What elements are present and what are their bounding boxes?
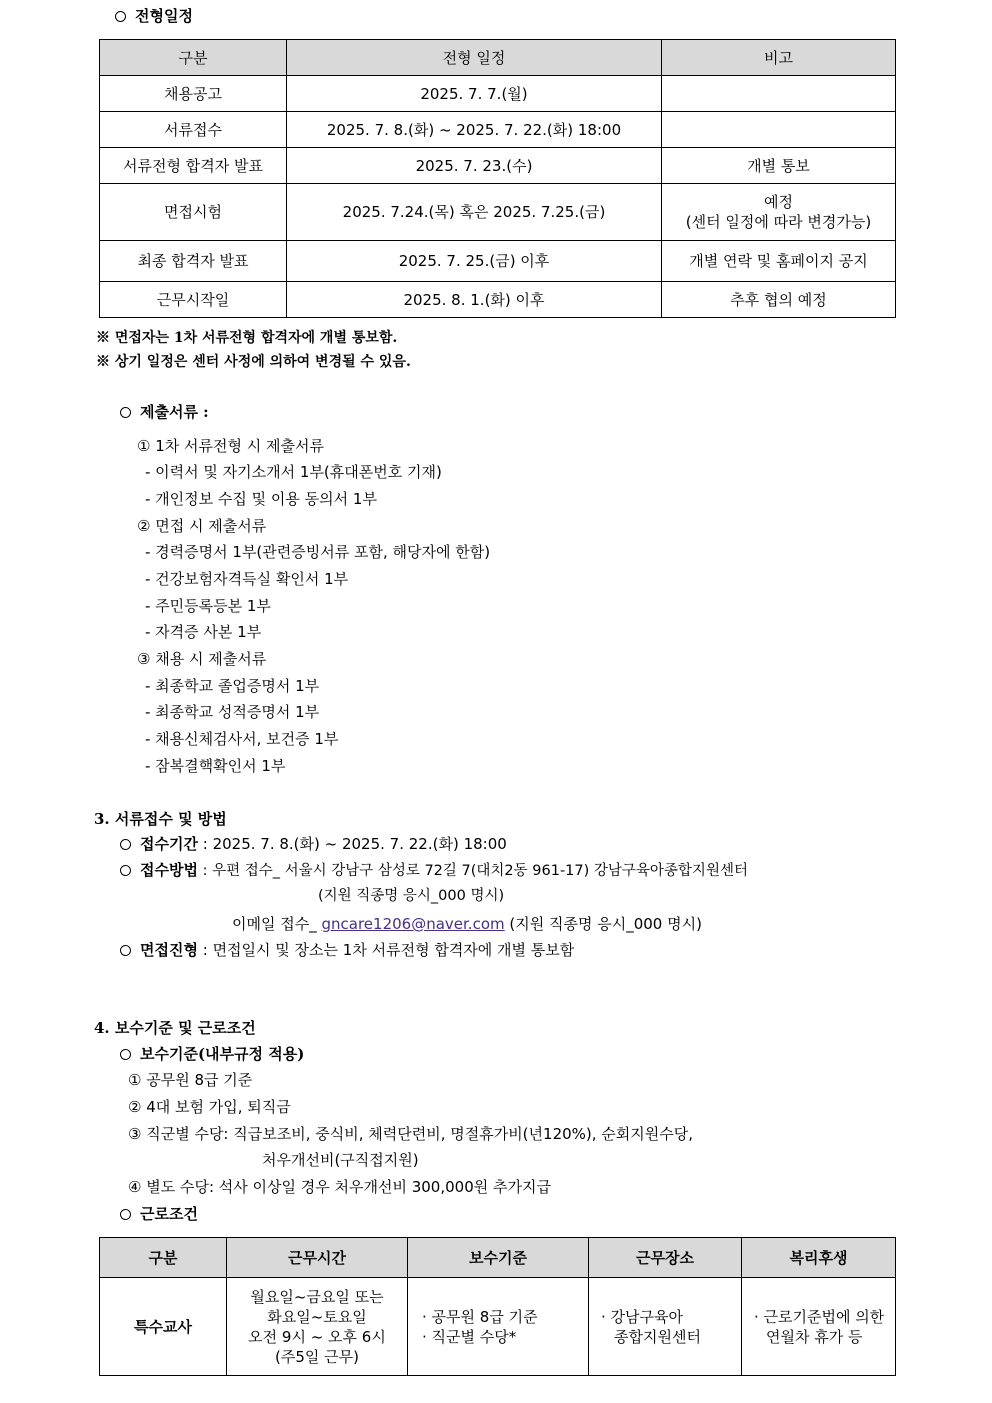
email-link[interactable]: gncare1206@naver.com xyxy=(321,915,505,933)
work-place xyxy=(589,1278,742,1376)
schedule-header-date: 전형 일정 xyxy=(287,40,662,76)
list-item: 처우개선비(구직접지원) xyxy=(262,1151,419,1169)
work-hours xyxy=(227,1278,408,1376)
schedule-cat: 근무시작일 xyxy=(100,282,287,318)
work-pay xyxy=(408,1278,589,1376)
schedule-note xyxy=(662,184,896,241)
method-value: : 우편 접수_ 서울시 강남구 삼성로 72길 7(대치2동 961-17) 강남구육아종합지원센터 xyxy=(202,863,748,879)
work-heading: 근로조건 xyxy=(120,1204,198,1224)
list-item: ③ 직군별 수당: 직급보조비, 중식비, 체력단련비, 명절휴가비(년120%), 순회지원수당, xyxy=(128,1125,694,1143)
schedule-date: 2025. 7.24.(목) 혹은 2025. 7.25.(금) xyxy=(287,184,662,241)
schedule-header-note: 비고 xyxy=(662,40,896,76)
work-welfare xyxy=(742,1278,896,1376)
section4-title: 4. 보수기준 및 근로조건 xyxy=(94,1019,256,1037)
schedule-date: 2025. 7. 25.(금) 이후 xyxy=(287,241,662,282)
work-header-cat: 구분 xyxy=(100,1238,227,1278)
schedule-date: 2025. 8. 1.(화) 이후 xyxy=(287,282,662,318)
circle-bullet-icon xyxy=(120,945,131,956)
work-place-line: 종합지원센터 xyxy=(614,1327,701,1346)
schedule-date: 2025. 7. 8.(화) ~ 2025. 7. 22.(화) 18:00 xyxy=(287,112,662,148)
schedule-note: 추후 협의 예정 xyxy=(662,282,896,318)
circle-bullet-icon xyxy=(115,11,126,22)
circle-bullet-icon xyxy=(120,839,131,850)
list-item: ④ 별도 수당: 석사 이상일 경우 처우개선비 300,000원 추가지급 xyxy=(128,1178,551,1196)
list-item: ③ 채용 시 제출서류 xyxy=(137,650,267,668)
schedule-date: 2025. 7. 23.(수) xyxy=(287,148,662,184)
table-row xyxy=(100,76,896,112)
work-header-hours: 근무시간 xyxy=(227,1238,408,1278)
circle-bullet-icon xyxy=(120,407,131,418)
section3-title: 3. 서류접수 및 방법 xyxy=(94,810,227,828)
schedule-header-row xyxy=(100,40,896,76)
work-header-welfare: 복리후생 xyxy=(742,1238,896,1278)
email-line xyxy=(232,914,702,934)
circle-bullet-icon xyxy=(120,865,131,876)
method-sub: (지원 직종명 응시_000 명시) xyxy=(318,888,505,904)
method-label: 접수방법 xyxy=(140,861,198,879)
schedule-cat: 면접시험 xyxy=(100,184,287,241)
schedule-cat: 최종 합격자 발표 xyxy=(100,241,287,282)
list-item: - 경력증명서 1부(관련증빙서류 포함, 해당자에 한함) xyxy=(145,543,491,561)
schedule-table xyxy=(99,39,896,318)
list-item: - 개인정보 수집 및 이용 동의서 1부 xyxy=(145,490,377,508)
interview-value: : 면접일시 및 장소는 1차 서류전형 합격자에 개별 통보함 xyxy=(202,941,575,959)
list-item: ① 1차 서류전형 시 제출서류 xyxy=(137,437,324,455)
method-line xyxy=(120,860,748,881)
work-header-row xyxy=(100,1238,896,1278)
list-item: - 채용신체검사서, 보건증 1부 xyxy=(145,730,339,748)
schedule-note-line: 예정 xyxy=(764,193,793,211)
table-row xyxy=(100,148,896,184)
period-line xyxy=(120,834,507,854)
period-value: : 2025. 7. 8.(화) ~ 2025. 7. 22.(화) 18:00 xyxy=(202,835,507,853)
list-item: - 건강보험자격득실 확인서 1부 xyxy=(145,570,349,588)
schedule-note-line: (센터 일정에 따라 변경가능) xyxy=(685,213,872,231)
table-row xyxy=(100,282,896,318)
list-item: - 자격증 사본 1부 xyxy=(145,623,262,641)
work-table xyxy=(99,1237,896,1376)
pay-heading: 보수기준(내부규정 적용) xyxy=(120,1044,304,1064)
schedule-note-2: ※ 상기 일정은 센터 사정에 의하여 변경될 수 있음. xyxy=(96,354,411,370)
schedule-cat: 서류전형 합격자 발표 xyxy=(100,148,287,184)
interview-label: 면접진형 xyxy=(140,941,198,959)
schedule-note-1: ※ 면접자는 1차 서류전형 합격자에 개별 통보함. xyxy=(96,330,398,346)
schedule-note: 개별 통보 xyxy=(662,148,896,184)
table-row xyxy=(100,241,896,282)
schedule-cat: 채용공고 xyxy=(100,76,287,112)
table-row xyxy=(100,112,896,148)
schedule-cat: 서류접수 xyxy=(100,112,287,148)
list-item: ② 4대 보험 가입, 퇴직금 xyxy=(128,1098,291,1116)
circle-bullet-icon xyxy=(120,1209,131,1220)
list-item: ① 공무원 8급 기준 xyxy=(128,1071,253,1089)
schedule-heading: 전형일정 xyxy=(115,6,193,26)
schedule-header-cat: 구분 xyxy=(100,40,287,76)
list-item: - 최종학교 성적증명서 1부 xyxy=(145,703,320,721)
work-welfare-line: 연월차 휴가 등 xyxy=(766,1327,863,1346)
work-header-pay: 보수기준 xyxy=(408,1238,589,1278)
list-item: - 이력서 및 자기소개서 1부(휴대폰번호 기재) xyxy=(145,463,442,481)
period-label: 접수기간 xyxy=(140,835,198,853)
list-item: ② 면접 시 제출서류 xyxy=(137,517,267,535)
list-item: - 잠복결핵확인서 1부 xyxy=(145,757,286,775)
documents-heading: 제출서류 : xyxy=(120,402,209,422)
work-hours-line: (주5일 근무) xyxy=(275,1347,359,1366)
email-prefix: 이메일 접수_ xyxy=(232,915,322,933)
work-hours-line: 월요일~금요일 또는 xyxy=(250,1287,384,1306)
work-hours-line: 화요일~토요일 xyxy=(267,1307,367,1326)
schedule-note xyxy=(662,76,896,112)
work-welfare-line: · 근로기준법에 의한 xyxy=(754,1307,885,1326)
schedule-date: 2025. 7. 7.(월) xyxy=(287,76,662,112)
schedule-note: 개별 연락 및 홈페이지 공지 xyxy=(662,241,896,282)
work-header-place: 근무장소 xyxy=(589,1238,742,1278)
email-suffix: (지원 직종명 응시_000 명시) xyxy=(504,915,702,933)
interview-line xyxy=(120,940,574,960)
list-item: - 최종학교 졸업증명서 1부 xyxy=(145,677,320,695)
schedule-note xyxy=(662,112,896,148)
list-item: - 주민등록등본 1부 xyxy=(145,597,271,615)
work-place-line: · 강남구육아 xyxy=(601,1307,683,1326)
work-pay-line: · 공무원 8급 기준 xyxy=(422,1307,538,1326)
table-row xyxy=(100,184,896,241)
work-hours-line: 오전 9시 ~ 오후 6시 xyxy=(248,1327,386,1346)
work-pay-line: · 직군별 수당* xyxy=(422,1327,517,1346)
circle-bullet-icon xyxy=(120,1049,131,1060)
table-row xyxy=(100,1278,896,1376)
work-cat: 특수교사 xyxy=(100,1278,227,1376)
